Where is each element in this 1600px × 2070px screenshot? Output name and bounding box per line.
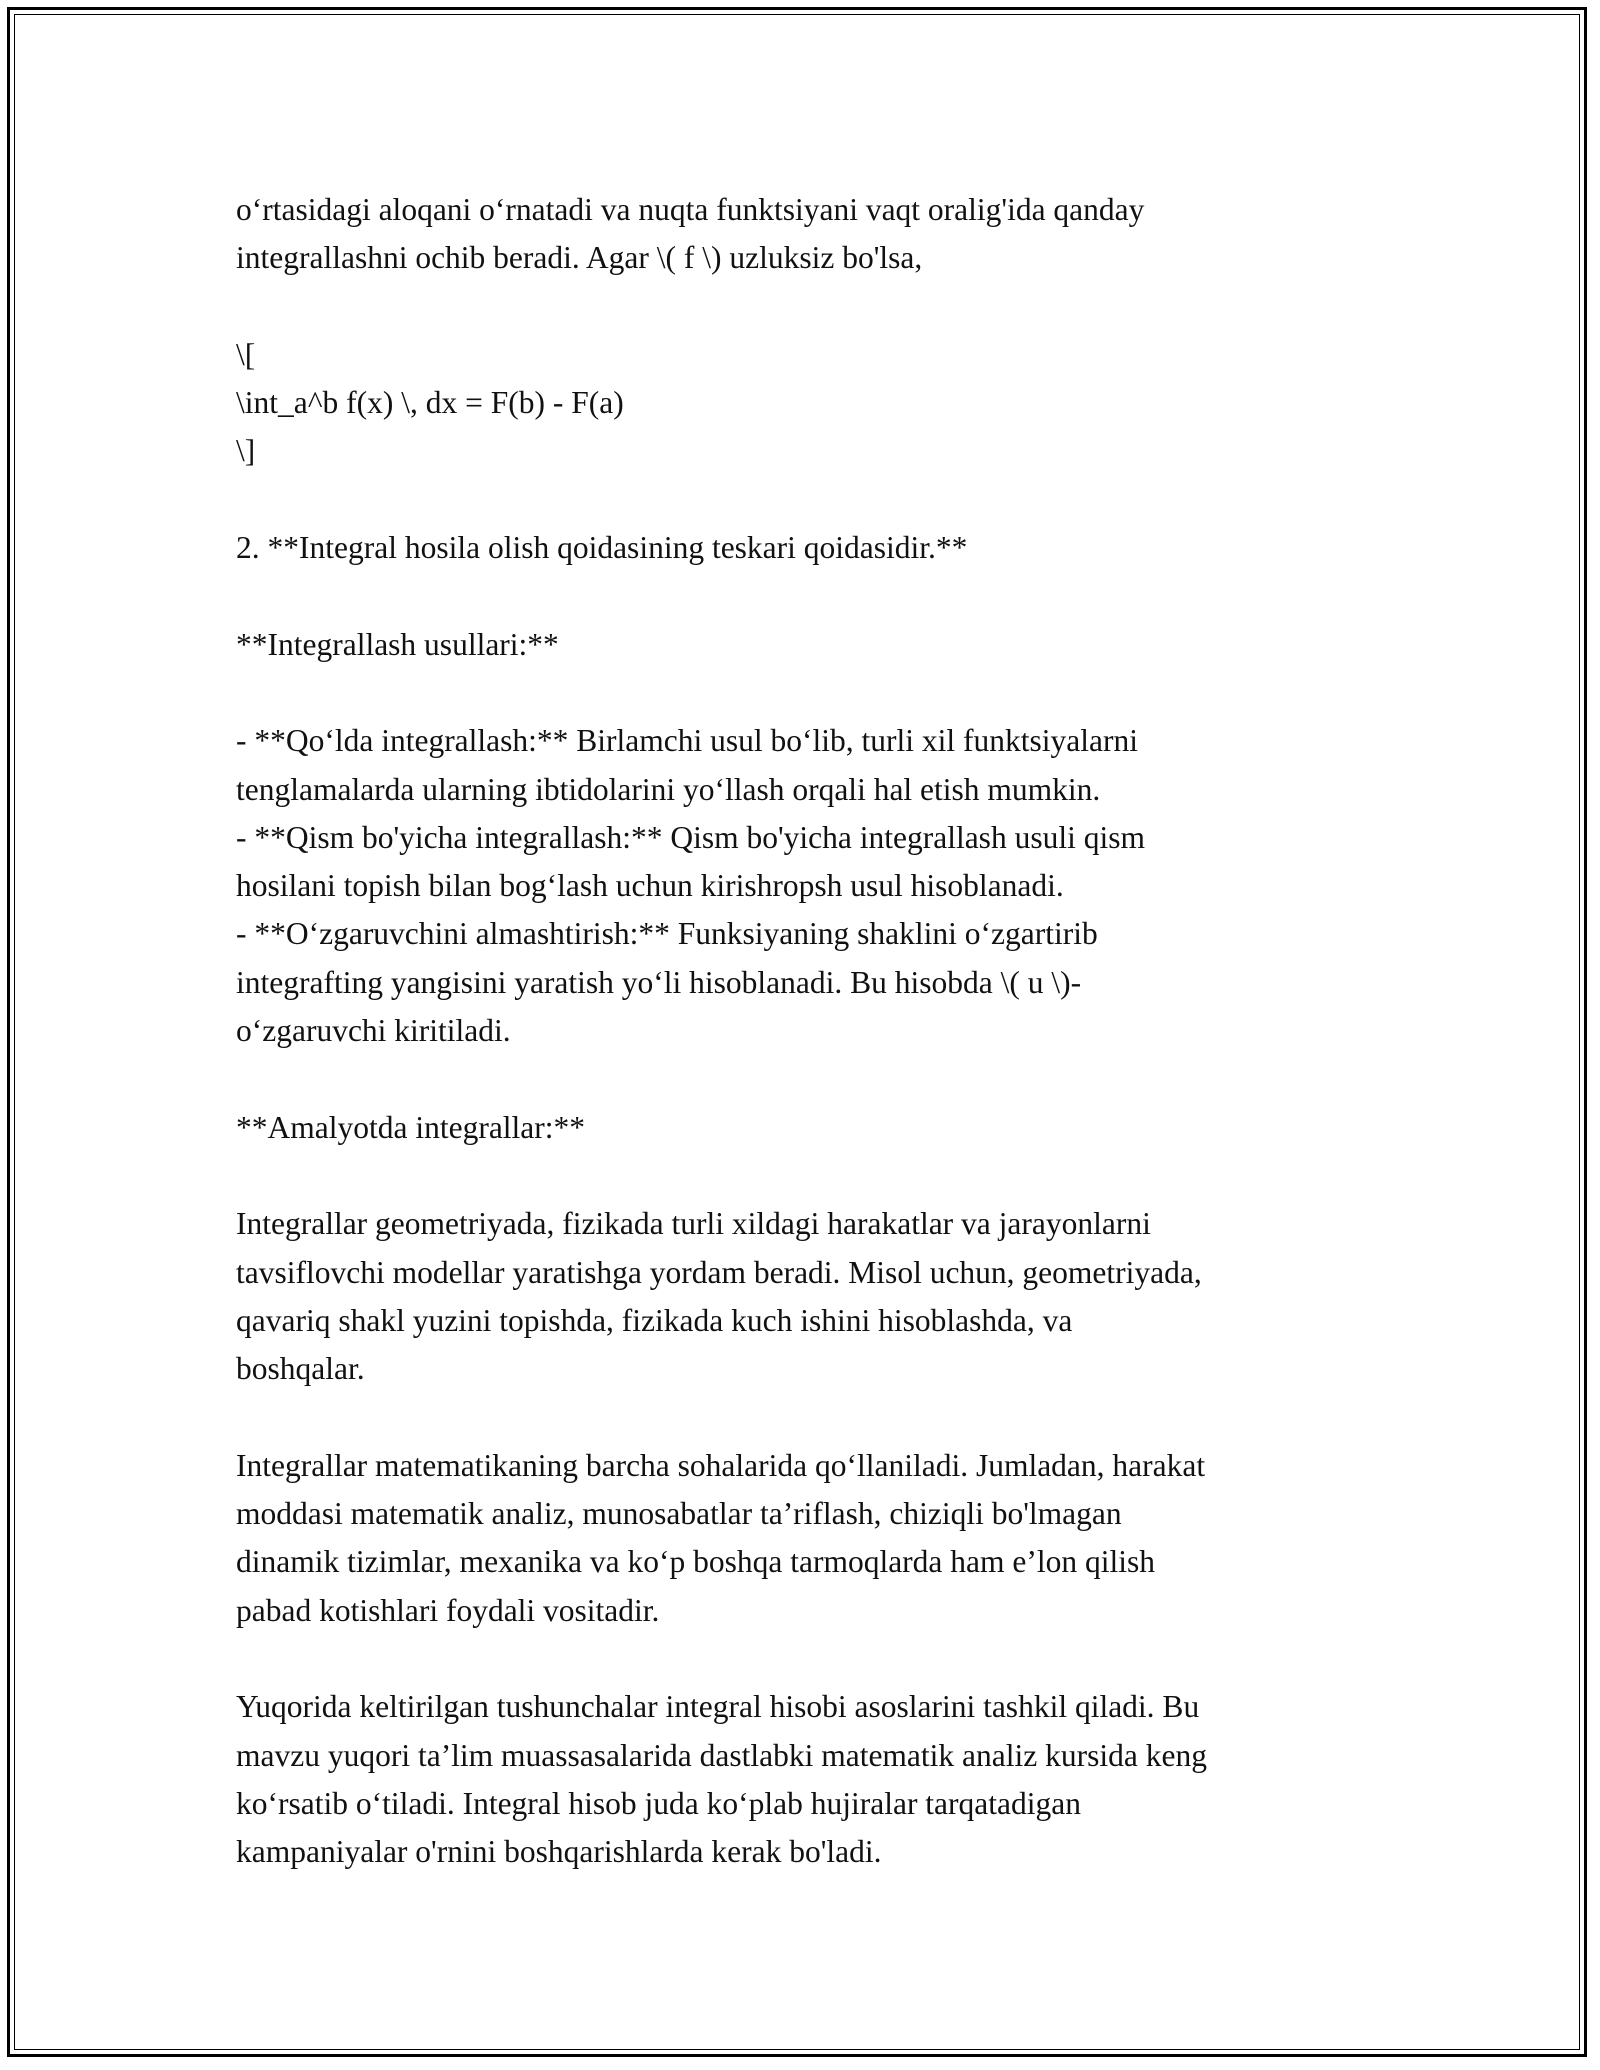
text-line: 2. **Integral hosila olish qoidasining teskari qoidasidir.**	[236, 530, 968, 566]
text-line: ko‘rsatib o‘tiladi. Integral hisob juda ko‘plab hujiralar tarqatadigan	[236, 1785, 1081, 1821]
paragraph-gap	[236, 1055, 1386, 1103]
paragraph-gap	[236, 572, 1386, 620]
text-line: Integrallar matematikaning barcha sohalarida qo‘llaniladi. Jumladan, harakat	[236, 1447, 1206, 1483]
formula-line: \int_a^b f(x) \, dx = F(b) - F(a)	[236, 385, 624, 421]
paragraph-gap	[236, 283, 1386, 331]
text-line: tavsiflovchi modellar yaratishga yordam beradi. Misol uchun, geometriyada,	[236, 1254, 1202, 1290]
paragraph-conclusion	[236, 1683, 1386, 1876]
text-line: dinamik tizimlar, mexanika va ko‘p boshqa tarmoqlarda ham e’lon qilish	[236, 1544, 1155, 1580]
numbered-statement	[236, 524, 1386, 572]
paragraph-gap	[236, 1635, 1386, 1683]
section-heading-methods	[236, 621, 1386, 669]
paragraph-gap	[236, 669, 1386, 717]
list-line: integrafting yangisini yaratish yo‘li hisoblanadi. Bu hisobda \( u \)-	[236, 964, 1082, 1000]
formula-line: \[	[236, 336, 256, 372]
paragraph-gap	[236, 1393, 1386, 1441]
list-line: o‘zgaruvchi kiritiladi.	[236, 1013, 511, 1049]
document-body	[236, 186, 1386, 1876]
methods-list	[236, 717, 1386, 1055]
formula-block	[236, 331, 1386, 476]
section-heading-practice	[236, 1104, 1386, 1152]
paragraph-intro	[236, 186, 1386, 283]
list-line: hosilani topish bilan bog‘lash uchun kirishropsh usul hisoblanadi.	[236, 868, 1064, 904]
text-line: kampaniyalar o'rnini boshqarishlarda kerak bo'ladi.	[236, 1834, 882, 1870]
formula-line: \]	[236, 433, 256, 469]
text-line: moddasi matematik analiz, munosabatlar ta’riflash, chiziqli bo'lmagan	[236, 1496, 1122, 1532]
text-line: qavariq shakl yuzini topishda, fizikada kuch ishini hisoblashda, va	[236, 1302, 1073, 1338]
text-line: mavzu yuqori ta’lim muassasalarida dastlabki matematik analiz kursida keng	[236, 1737, 1207, 1773]
list-line: - **O‘zgaruvchini almashtirish:** Funksiyaning shaklini o‘zgartirib	[236, 916, 1098, 952]
text-line: integrallashni ochib beradi. Agar \( f \) uzluksiz bo'lsa,	[236, 240, 923, 276]
heading-line: **Amalyotda integrallar:**	[236, 1109, 586, 1145]
text-line: Yuqorida keltirilgan tushunchalar integral hisobi asoslarini tashkil qiladi. Bu	[236, 1689, 1200, 1725]
text-line: pabad kotishlari foydali vositadir.	[236, 1592, 660, 1628]
paragraph-geometry	[236, 1200, 1386, 1393]
text-line: boshqalar.	[236, 1351, 365, 1387]
text-line: o‘rtasidagi aloqani o‘rnatadi va nuqta funktsiyani vaqt oralig'ida qanday	[236, 192, 1145, 227]
list-line: tenglamalarda ularning ibtidolarini yo‘llash orqali hal etish mumkin.	[236, 771, 1101, 807]
paragraph-gap	[236, 476, 1386, 524]
list-line: - **Qism bo'yicha integrallash:** Qism bo'yicha integrallash usuli qism	[236, 819, 1145, 855]
list-line: - **Qo‘lda integrallash:** Birlamchi usul bo‘lib, turli xil funktsiyalarni	[236, 723, 1138, 759]
paragraph-gap	[236, 1152, 1386, 1200]
paragraph-applications	[236, 1442, 1386, 1635]
text-line: Integrallar geometriyada, fizikada turli xildagi harakatlar va jarayonlarni	[236, 1206, 1151, 1242]
heading-line: **Integrallash usullari:**	[236, 626, 559, 662]
